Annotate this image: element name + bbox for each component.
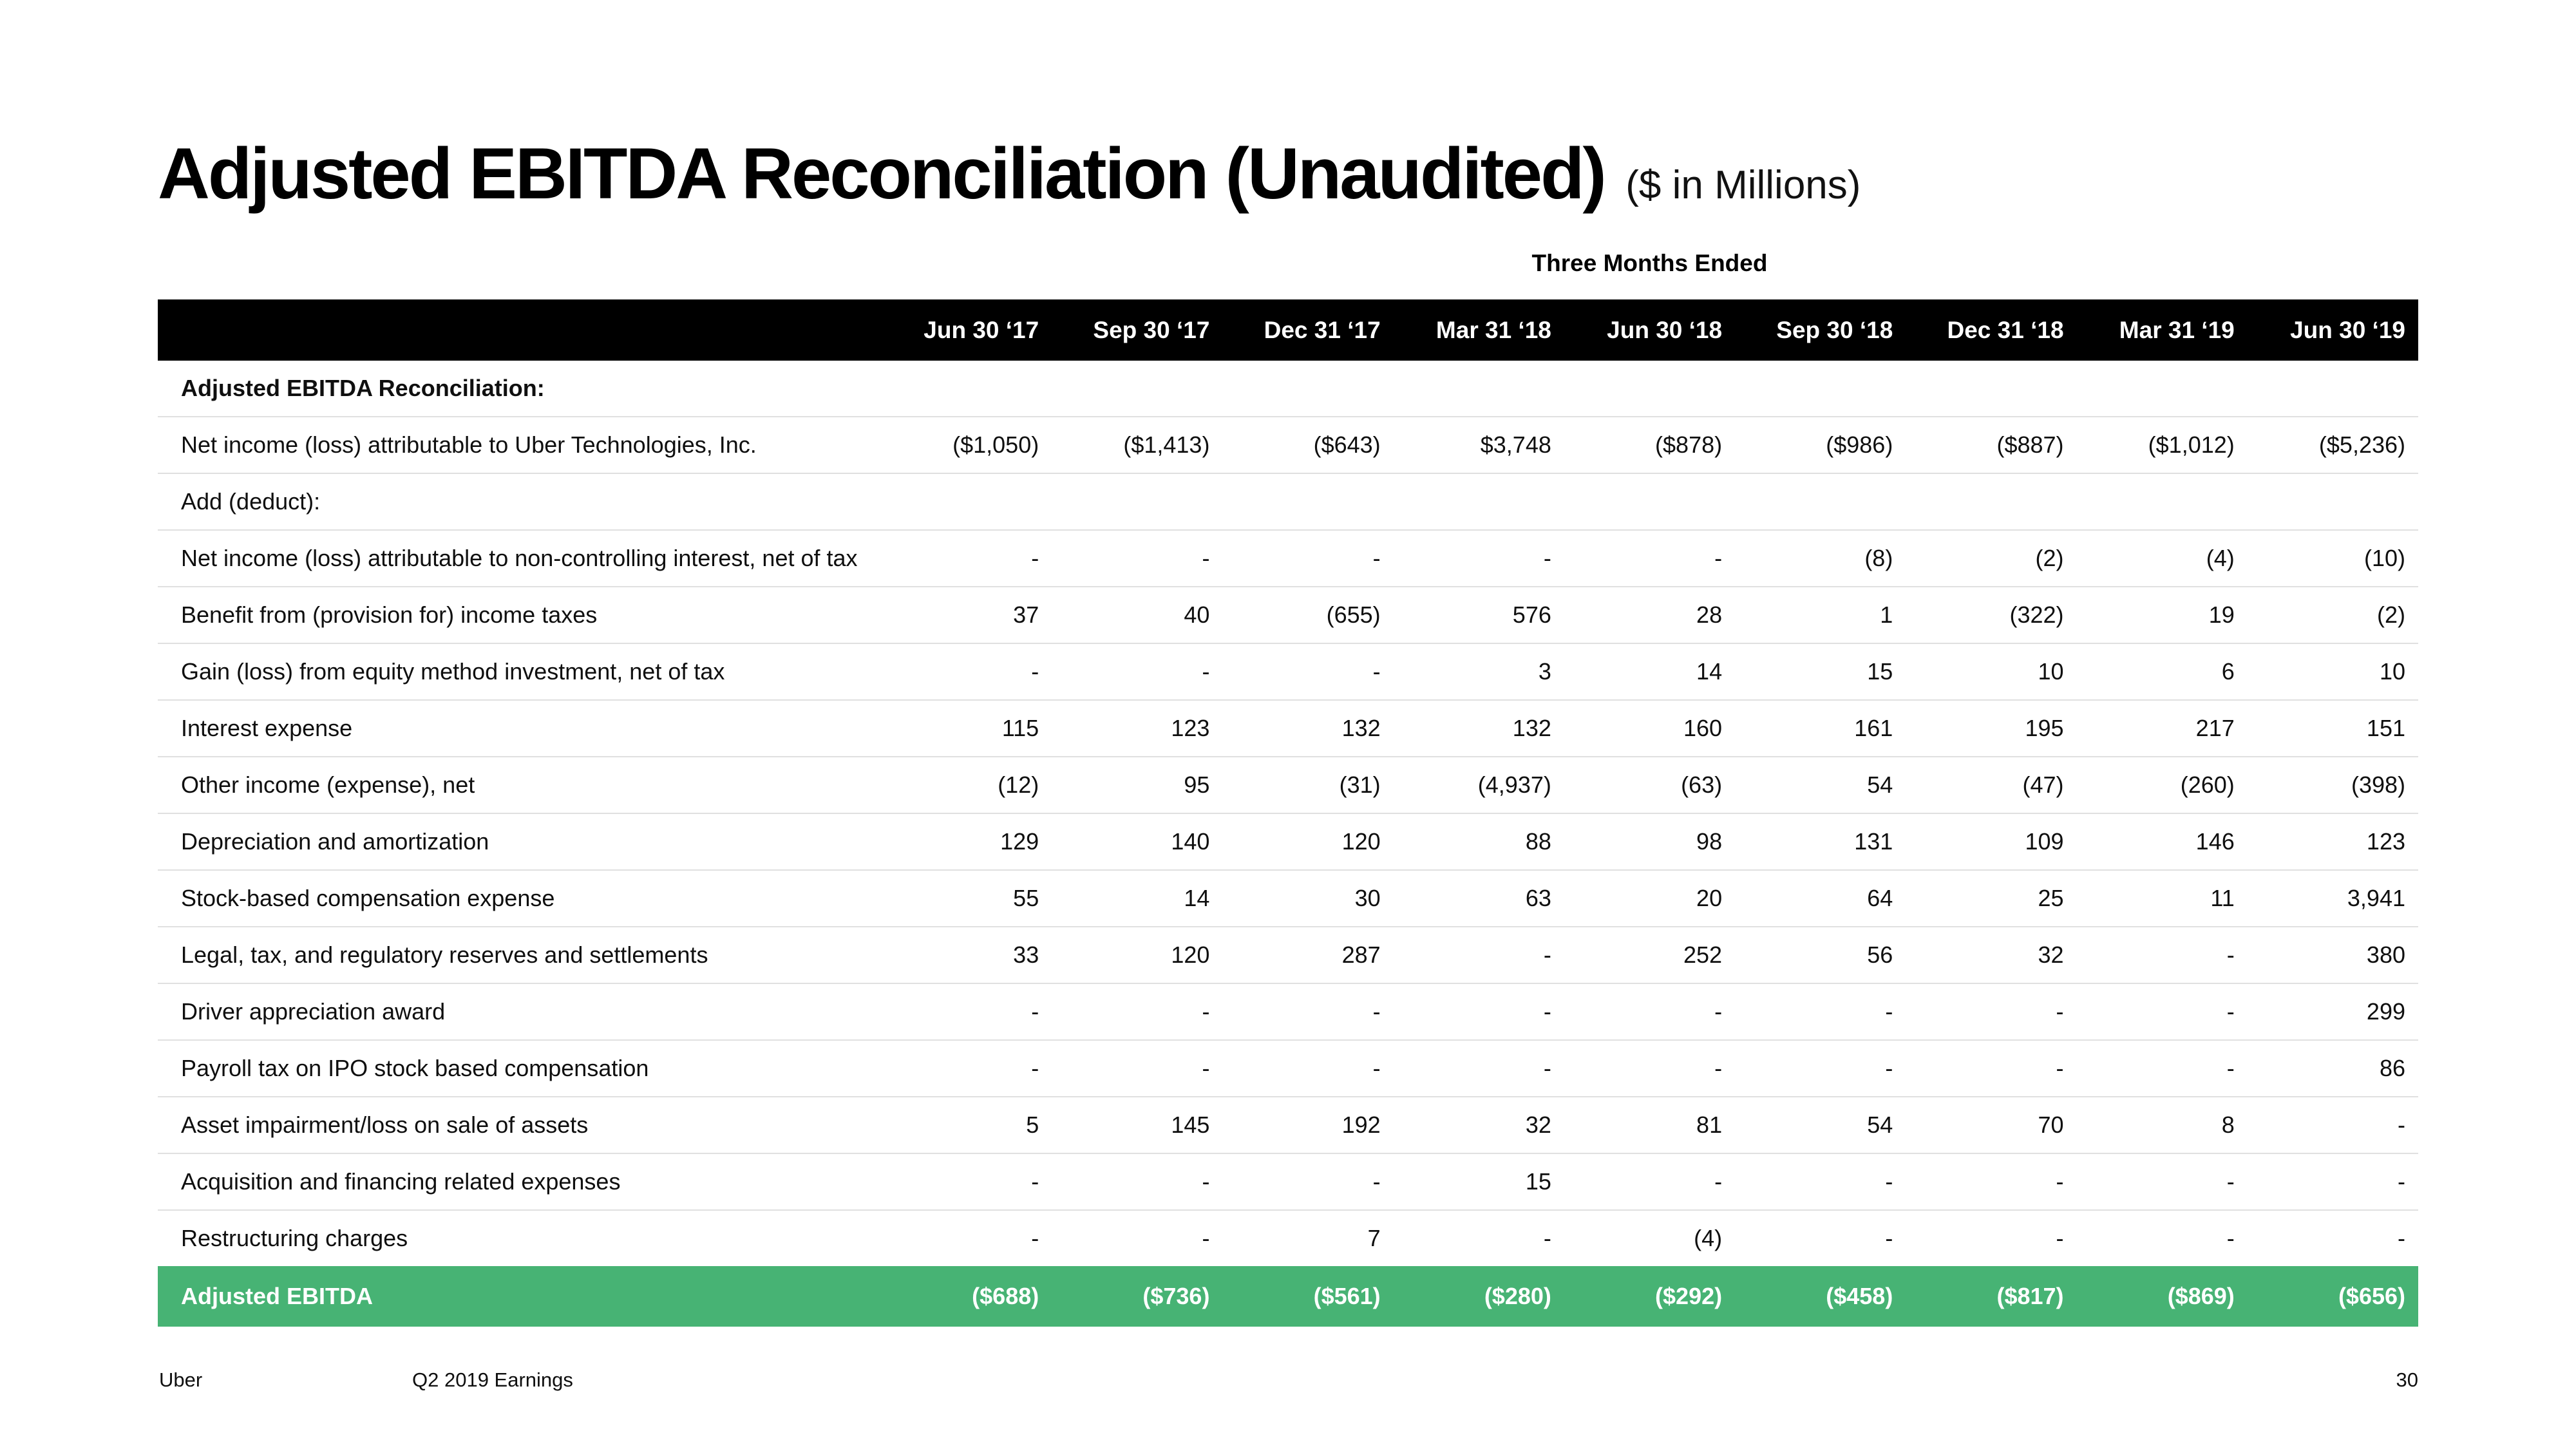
value-cell: - bbox=[2248, 1097, 2418, 1153]
value-cell: (47) bbox=[1906, 757, 2076, 813]
value-cell: - bbox=[1735, 1153, 1906, 1210]
value-cell: (12) bbox=[881, 757, 1052, 813]
column-header: Jun 30 ‘19 bbox=[2248, 299, 2418, 361]
value-cell: 160 bbox=[1564, 700, 1735, 757]
row-label: Payroll tax on IPO stock based compensation bbox=[158, 1040, 881, 1097]
value-cell: 146 bbox=[2077, 813, 2248, 870]
value-cell: ($1,012) bbox=[2077, 417, 2248, 473]
value-cell: (63) bbox=[1564, 757, 1735, 813]
column-header: Mar 31 ‘19 bbox=[2077, 299, 2248, 361]
value-cell: 10 bbox=[1906, 643, 2076, 700]
value-cell: - bbox=[1394, 983, 1564, 1040]
value-cell: 380 bbox=[2248, 927, 2418, 983]
row-label: Add (deduct): bbox=[158, 473, 881, 530]
value-cell: - bbox=[1906, 1153, 2076, 1210]
value-cell: - bbox=[1906, 1040, 2076, 1097]
value-cell: (2) bbox=[1906, 530, 2076, 587]
value-cell bbox=[2248, 473, 2418, 530]
value-cell: (260) bbox=[2077, 757, 2248, 813]
value-cell: - bbox=[2077, 927, 2248, 983]
value-cell: 5 bbox=[881, 1097, 1052, 1153]
table-row bbox=[158, 417, 2418, 473]
value-cell: (322) bbox=[1906, 587, 2076, 643]
value-cell: 25 bbox=[1906, 870, 2076, 927]
value-cell: $3,748 bbox=[1394, 417, 1564, 473]
row-label: Net income (loss) attributable to Uber Technologies, Inc. bbox=[158, 417, 881, 473]
value-cell: - bbox=[1394, 530, 1564, 587]
value-cell: - bbox=[1906, 983, 2076, 1040]
value-cell: 132 bbox=[1222, 700, 1393, 757]
value-cell: (655) bbox=[1222, 587, 1393, 643]
row-label: Gain (loss) from equity method investment, net of tax bbox=[158, 643, 881, 700]
value-cell: ($688) bbox=[881, 1266, 1052, 1327]
value-cell: 14 bbox=[1564, 643, 1735, 700]
table-row bbox=[158, 700, 2418, 757]
value-cell bbox=[1052, 361, 1222, 417]
value-cell: - bbox=[1052, 643, 1222, 700]
value-cell: (8) bbox=[1735, 530, 1906, 587]
value-cell: ($5,236) bbox=[2248, 417, 2418, 473]
table-row bbox=[158, 1153, 2418, 1210]
row-label: Driver appreciation award bbox=[158, 983, 881, 1040]
table-body bbox=[158, 361, 2418, 1327]
value-cell bbox=[881, 361, 1052, 417]
value-cell bbox=[1564, 473, 1735, 530]
value-cell bbox=[2077, 361, 2248, 417]
footer-page-number: 30 bbox=[2396, 1368, 2418, 1391]
value-cell: 28 bbox=[1564, 587, 1735, 643]
value-cell: - bbox=[1735, 1210, 1906, 1266]
value-cell: - bbox=[1052, 1040, 1222, 1097]
table-header-row bbox=[158, 299, 2418, 361]
column-header: Dec 31 ‘18 bbox=[1906, 299, 2076, 361]
value-cell: 123 bbox=[1052, 700, 1222, 757]
value-cell: 14 bbox=[1052, 870, 1222, 927]
value-cell: ($817) bbox=[1906, 1266, 2076, 1327]
value-cell: ($1,413) bbox=[1052, 417, 1222, 473]
value-cell: (10) bbox=[2248, 530, 2418, 587]
value-cell: - bbox=[1052, 1210, 1222, 1266]
value-cell: - bbox=[1564, 1040, 1735, 1097]
value-cell: 81 bbox=[1564, 1097, 1735, 1153]
column-header: Sep 30 ‘18 bbox=[1735, 299, 1906, 361]
column-header: Jun 30 ‘18 bbox=[1564, 299, 1735, 361]
row-label: Restructuring charges bbox=[158, 1210, 881, 1266]
row-label: Depreciation and amortization bbox=[158, 813, 881, 870]
value-cell: 8 bbox=[2077, 1097, 2248, 1153]
value-cell: 287 bbox=[1222, 927, 1393, 983]
value-cell: (4) bbox=[1564, 1210, 1735, 1266]
title-units-note: ($ in Millions) bbox=[1625, 163, 1861, 207]
table-row bbox=[158, 813, 2418, 870]
value-cell: - bbox=[2077, 1153, 2248, 1210]
row-label: Acquisition and financing related expenses bbox=[158, 1153, 881, 1210]
table-caption: Three Months Ended bbox=[1531, 250, 1768, 276]
value-cell: - bbox=[1735, 1040, 1906, 1097]
value-cell: 192 bbox=[1222, 1097, 1393, 1153]
value-cell: - bbox=[1564, 983, 1735, 1040]
table-row bbox=[158, 870, 2418, 927]
value-cell: 15 bbox=[1735, 643, 1906, 700]
value-cell: - bbox=[881, 1210, 1052, 1266]
value-cell: - bbox=[1394, 1040, 1564, 1097]
value-cell: 55 bbox=[881, 870, 1052, 927]
total-row bbox=[158, 1266, 2418, 1327]
value-cell: - bbox=[2077, 1210, 2248, 1266]
column-header: Jun 30 ‘17 bbox=[881, 299, 1052, 361]
footer-brand: Uber bbox=[159, 1368, 203, 1391]
value-cell: - bbox=[2248, 1210, 2418, 1266]
table-row bbox=[158, 530, 2418, 587]
value-cell bbox=[1394, 473, 1564, 530]
value-cell: (4,937) bbox=[1394, 757, 1564, 813]
page-title: Adjusted EBITDA Reconciliation (Unaudited) bbox=[158, 133, 1605, 214]
value-cell: - bbox=[1052, 983, 1222, 1040]
value-cell: 299 bbox=[2248, 983, 2418, 1040]
value-cell: 54 bbox=[1735, 1097, 1906, 1153]
value-cell: ($878) bbox=[1564, 417, 1735, 473]
value-cell: - bbox=[881, 1153, 1052, 1210]
value-cell bbox=[1394, 361, 1564, 417]
value-cell bbox=[1564, 361, 1735, 417]
value-cell: 161 bbox=[1735, 700, 1906, 757]
header-corner-cell bbox=[158, 299, 881, 361]
title-block bbox=[158, 132, 1861, 215]
row-label: Asset impairment/loss on sale of assets bbox=[158, 1097, 881, 1153]
row-label: Stock-based compensation expense bbox=[158, 870, 881, 927]
value-cell: 95 bbox=[1052, 757, 1222, 813]
value-cell: - bbox=[1394, 1210, 1564, 1266]
value-cell: 11 bbox=[2077, 870, 2248, 927]
value-cell: 30 bbox=[1222, 870, 1393, 927]
value-cell: - bbox=[1564, 1153, 1735, 1210]
value-cell: 131 bbox=[1735, 813, 1906, 870]
value-cell: ($458) bbox=[1735, 1266, 1906, 1327]
table-row bbox=[158, 587, 2418, 643]
value-cell: 123 bbox=[2248, 813, 2418, 870]
value-cell: - bbox=[881, 1040, 1052, 1097]
table-row bbox=[158, 757, 2418, 813]
value-cell: 20 bbox=[1564, 870, 1735, 927]
value-cell: (4) bbox=[2077, 530, 2248, 587]
value-cell: - bbox=[1222, 530, 1393, 587]
value-cell: - bbox=[1222, 983, 1393, 1040]
value-cell: 70 bbox=[1906, 1097, 2076, 1153]
value-cell: 19 bbox=[2077, 587, 2248, 643]
value-cell: 32 bbox=[1906, 927, 2076, 983]
value-cell: (31) bbox=[1222, 757, 1393, 813]
value-cell: 86 bbox=[2248, 1040, 2418, 1097]
column-header: Dec 31 ‘17 bbox=[1222, 299, 1393, 361]
value-cell: 63 bbox=[1394, 870, 1564, 927]
row-label: Adjusted EBITDA Reconciliation: bbox=[181, 375, 545, 401]
table-row bbox=[158, 983, 2418, 1040]
row-label: Legal, tax, and regulatory reserves and settlements bbox=[158, 927, 881, 983]
row-label: Benefit from (provision for) income taxes bbox=[158, 587, 881, 643]
value-cell: ($280) bbox=[1394, 1266, 1564, 1327]
table-row bbox=[158, 643, 2418, 700]
value-cell: 56 bbox=[1735, 927, 1906, 983]
value-cell: 140 bbox=[1052, 813, 1222, 870]
row-label: Interest expense bbox=[158, 700, 881, 757]
value-cell: 3,941 bbox=[2248, 870, 2418, 927]
value-cell: - bbox=[1394, 927, 1564, 983]
value-cell: 217 bbox=[2077, 700, 2248, 757]
row-label: Other income (expense), net bbox=[158, 757, 881, 813]
value-cell bbox=[1222, 473, 1393, 530]
table-row bbox=[158, 361, 2418, 417]
value-cell: - bbox=[2248, 1153, 2418, 1210]
value-cell: - bbox=[881, 530, 1052, 587]
value-cell bbox=[1735, 361, 1906, 417]
value-cell bbox=[1052, 473, 1222, 530]
value-cell: 1 bbox=[1735, 587, 1906, 643]
table-row bbox=[158, 1097, 2418, 1153]
value-cell: 98 bbox=[1564, 813, 1735, 870]
value-cell: 120 bbox=[1052, 927, 1222, 983]
value-cell: - bbox=[1222, 643, 1393, 700]
column-header: Mar 31 ‘18 bbox=[1394, 299, 1564, 361]
value-cell: - bbox=[1052, 530, 1222, 587]
value-cell: 576 bbox=[1394, 587, 1564, 643]
value-cell: 40 bbox=[1052, 587, 1222, 643]
value-cell: 120 bbox=[1222, 813, 1393, 870]
value-cell: - bbox=[881, 643, 1052, 700]
ebitda-reconciliation-table bbox=[158, 299, 2418, 1327]
value-cell: ($561) bbox=[1222, 1266, 1393, 1327]
value-cell: 64 bbox=[1735, 870, 1906, 927]
value-cell: 6 bbox=[2077, 643, 2248, 700]
value-cell: 32 bbox=[1394, 1097, 1564, 1153]
value-cell: 252 bbox=[1564, 927, 1735, 983]
value-cell: 151 bbox=[2248, 700, 2418, 757]
value-cell: 54 bbox=[1735, 757, 1906, 813]
value-cell: ($986) bbox=[1735, 417, 1906, 473]
value-cell: - bbox=[2077, 1040, 2248, 1097]
table-row bbox=[158, 927, 2418, 983]
value-cell bbox=[881, 473, 1052, 530]
footer-deck-name: Q2 2019 Earnings bbox=[412, 1368, 573, 1391]
value-cell: - bbox=[1735, 983, 1906, 1040]
value-cell: 3 bbox=[1394, 643, 1564, 700]
row-label: Net income (loss) attributable to non-controlling interest, net of tax bbox=[158, 530, 881, 587]
value-cell bbox=[2248, 361, 2418, 417]
row-label: Adjusted EBITDA bbox=[158, 1266, 881, 1327]
value-cell: - bbox=[1906, 1210, 2076, 1266]
value-cell: ($656) bbox=[2248, 1266, 2418, 1327]
value-cell: ($643) bbox=[1222, 417, 1393, 473]
value-cell bbox=[2077, 473, 2248, 530]
value-cell bbox=[1906, 473, 2076, 530]
value-cell: - bbox=[881, 983, 1052, 1040]
value-cell: ($292) bbox=[1564, 1266, 1735, 1327]
value-cell: 115 bbox=[881, 700, 1052, 757]
value-cell: - bbox=[1052, 1153, 1222, 1210]
value-cell: ($887) bbox=[1906, 417, 2076, 473]
value-cell: 37 bbox=[881, 587, 1052, 643]
column-header: Sep 30 ‘17 bbox=[1052, 299, 1222, 361]
value-cell: ($736) bbox=[1052, 1266, 1222, 1327]
value-cell: 33 bbox=[881, 927, 1052, 983]
value-cell: - bbox=[1564, 530, 1735, 587]
value-cell: - bbox=[1222, 1153, 1393, 1210]
value-cell: - bbox=[2077, 983, 2248, 1040]
value-cell: 195 bbox=[1906, 700, 2076, 757]
value-cell: 132 bbox=[1394, 700, 1564, 757]
table-row bbox=[158, 1210, 2418, 1266]
value-cell: 15 bbox=[1394, 1153, 1564, 1210]
value-cell: 109 bbox=[1906, 813, 2076, 870]
value-cell: 129 bbox=[881, 813, 1052, 870]
value-cell: ($1,050) bbox=[881, 417, 1052, 473]
value-cell: 7 bbox=[1222, 1210, 1393, 1266]
value-cell: ($869) bbox=[2077, 1266, 2248, 1327]
value-cell: 10 bbox=[2248, 643, 2418, 700]
value-cell: 145 bbox=[1052, 1097, 1222, 1153]
value-cell bbox=[1222, 361, 1393, 417]
value-cell bbox=[1735, 473, 1906, 530]
value-cell: 88 bbox=[1394, 813, 1564, 870]
value-cell: (2) bbox=[2248, 587, 2418, 643]
value-cell: (398) bbox=[2248, 757, 2418, 813]
table-row bbox=[158, 1040, 2418, 1097]
value-cell: - bbox=[1222, 1040, 1393, 1097]
value-cell bbox=[1906, 361, 2076, 417]
table-row bbox=[158, 473, 2418, 530]
